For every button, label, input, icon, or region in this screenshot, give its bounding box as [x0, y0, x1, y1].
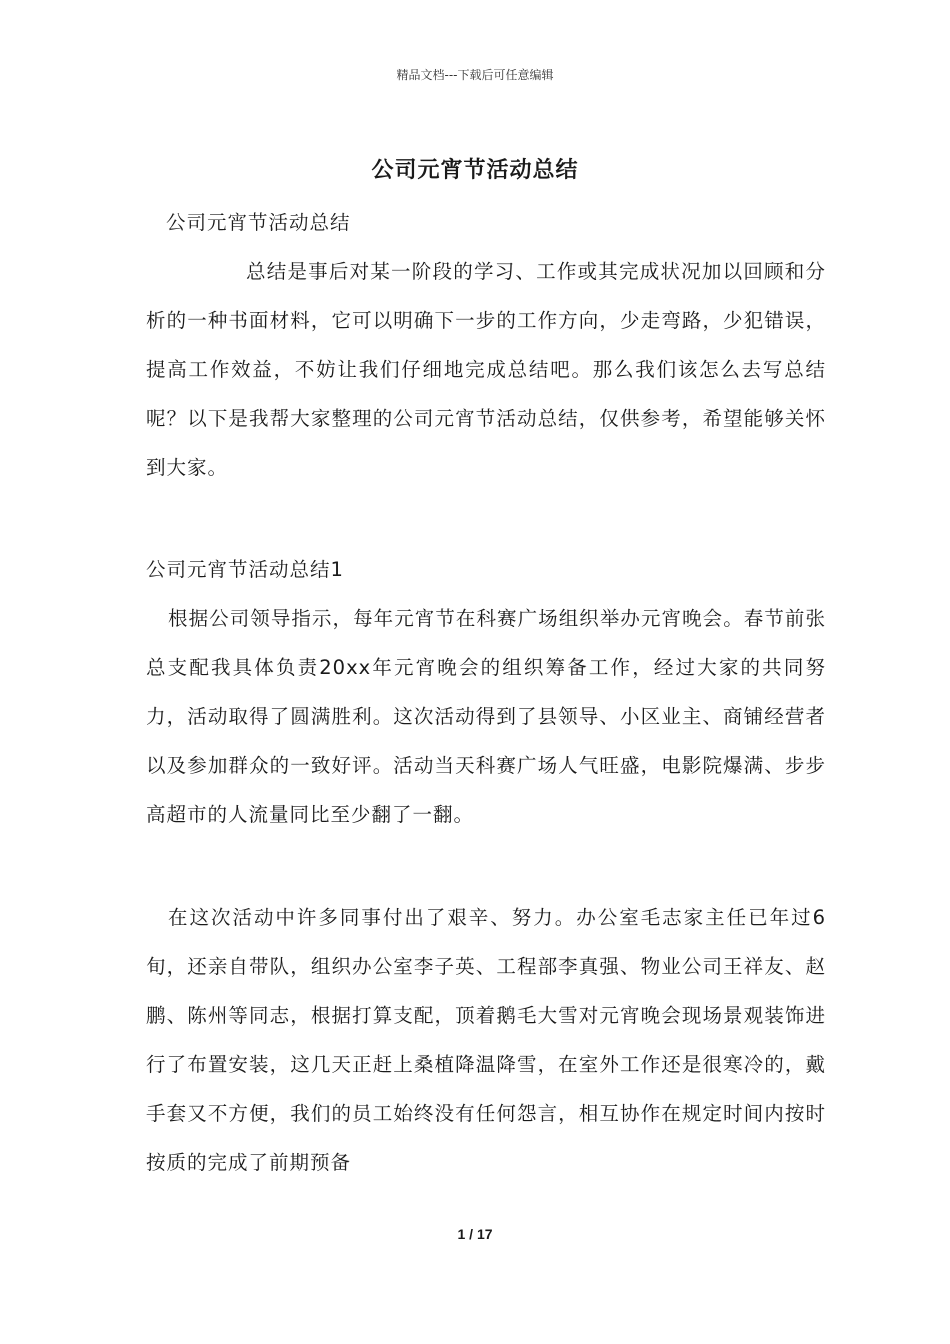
document-title: 公司元宵节活动总结 — [371, 158, 579, 183]
body-paragraph-2: 在这次活动中许多同事付出了艰辛、努力。办公室毛志家主任已年过6旬，还亲自带队，组织办公室李子英、工程部李真强、物业公司王祥友、赵鹏、陈州等同志，根据打算支配，顶着鹅毛大雪对元宵晚会现场景观装饰进行了布置安装，这几天正赶上桑植降温降雪，在室外工作还是很寒冷的，戴手套又不方便，我们的员工始终没有任何怨言，相互协作在规定时间内按时按质的完成了前期预备 — [146, 906, 826, 1174]
section-heading: 公司元宵节活动总结1 — [146, 558, 344, 581]
page-number: 1 / 17 — [457, 1226, 493, 1242]
intro-paragraph: 总结是事后对某一阶段的学习、工作或其完成状况加以回顾和分析的一种书面材料，它可以明确下一步的工作方向，少走弯路，少犯错误，提高工作效益，不妨让我们仔细地完成总结吧。那么我们该怎么去写总结呢？以下是我帮大家整理的公司元宵节活动总结，仅供参考，希望能够关怀到大家。 — [146, 260, 826, 479]
document-subtitle: 公司元宵节活动总结 — [166, 211, 351, 234]
body-paragraph-1: 根据公司领导指示，每年元宵节在科赛广场组织举办元宵晚会。春节前张总支配我具体负责20xx年元宵晚会的组织筹备工作，经过大家的共同努力，活动取得了圆满胜利。这次活动得到了县领导、小区业主、商铺经营者以及参加群众的一致好评。活动当天科赛广场人气旺盛，电影院爆满、步步高超市的人流量同比至少翻了一翻。 — [146, 607, 826, 826]
page-header: 精品文档---下载后可任意编辑 — [396, 68, 554, 82]
